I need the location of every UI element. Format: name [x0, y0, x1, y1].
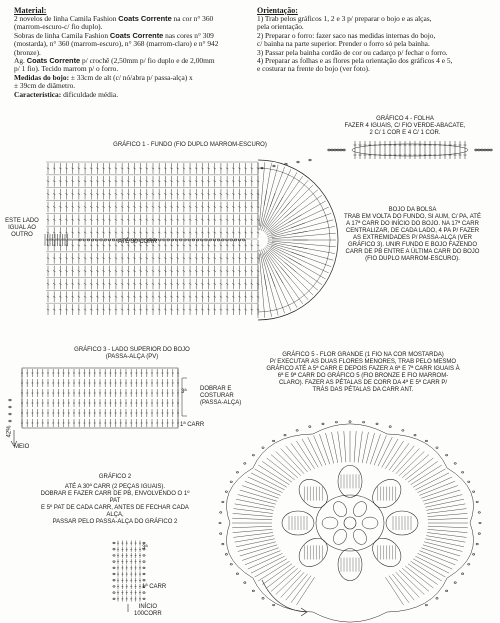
- g4-title: GRÁFICO 4 - FOLHA: [376, 116, 434, 122]
- g2-text-line: PASSAR PELO PASSA-ALÇA DO GRÁFICO 2: [52, 519, 178, 525]
- g2-title: GRÁFICO 2: [98, 474, 132, 480]
- materials-line7: p/ 1 fio). Tecido marrom p/ o forro.: [14, 64, 119, 74]
- g3a-start-label: MEIO: [14, 444, 30, 450]
- g3a-fold-line: DOBRAR E: [200, 386, 232, 392]
- measures-text2: ± 39cm de diâmetro.: [14, 81, 76, 91]
- g3a-side-label: 42%: [6, 425, 13, 438]
- guide-step-line: 2) Preparar o forro: fazer saco nas medidas internas do bojo,: [257, 30, 436, 40]
- brand-name: Coats Corrente: [118, 14, 172, 23]
- materials-line1-post: na cor n° 360: [173, 14, 214, 23]
- g2-text-line: E 5º PAT DE CADA CARR, ANTES DE FECHAR CADA ALÇA,: [41, 505, 189, 518]
- g5-text-line: P/ EXECUTAR AS DUAS FLORES MENORES, TRAB PELO MESMO: [269, 359, 457, 365]
- measures-text: ± 33cm de alt (c/ nó/abra p/ passa-alça) x: [70, 72, 193, 82]
- g3a-row-label: 1ª CARR: [180, 422, 205, 428]
- g2-start-label: INÍCIO: [138, 604, 158, 610]
- guide-heading: Orientação:: [257, 6, 298, 15]
- materials-line4: (mostarda), n° 360 (marrom-escuro), n° 368 (marrom-claro) e n° 942: [14, 39, 219, 49]
- g5-title: GRÁFICO 5 - FLOR GRANDE (1 FIO NA COR MOSTARDA): [282, 352, 444, 358]
- g3a-fold-line: (PASSA-ALÇA): [200, 400, 242, 406]
- brand-name: Coats Corrente: [26, 56, 81, 66]
- g1-side-note: ESTE LADO IGUAL AO OUTRO: [5, 218, 39, 238]
- g3a-fold-line: COSTURAR: [200, 393, 234, 399]
- g1-title: GRÁFICO 1 - FUNDO (FIO DUPLO MARROM-ESCURO): [113, 142, 267, 148]
- guide-step-line: 4) Preparar as folhas e as flores pela orientação dos gráficos 4 e 5,: [257, 56, 453, 66]
- guide-step-line: e costurar na frente do bojo (ver foto).: [257, 64, 370, 74]
- measures-label: Medidas do bojo:: [14, 72, 70, 82]
- g2-text-line: ATÉ A 30ª CARR (2 PEÇAS IGUAIS).: [64, 484, 166, 490]
- g5-text-line: 6ª E 9ª CARR DO GRÁFICO 5 (FIO BRONZE E FIO MARROM-: [277, 373, 449, 379]
- g5-text-line: CLARO). FAZER AS PÉTALAS DE CORR DA 4ª E 5ª CARR P/: [278, 380, 448, 386]
- g3a-row-top: 3ª: [181, 389, 187, 395]
- materials-line6-pre: Ag.: [14, 56, 25, 66]
- materials-line2: (marrom-escuro-c/ fio duplo).: [14, 22, 103, 32]
- g1-mouth-line: (FIO DUPLO MARROM-ESCURO).: [365, 256, 460, 262]
- g3a-title: GRÁFICO 3 - LADO SUPERIOR DO BOJO: [74, 347, 190, 353]
- guide-step-line: 1) Trab pelos gráficos 1, 2 e 3 p/ preparar o bojo e as alças,: [257, 14, 432, 23]
- materials-line6-post: p/ crochê (2,50mm p/ fio duplo e de 2,00mm: [82, 56, 215, 66]
- g1-mouth-line: CENTRALIZAR, DE CADA LADO, 4 PA P/ FAZER: [345, 228, 480, 234]
- g1-mouth-heading: BOJO DA BOLSA: [388, 207, 437, 213]
- materials-line3-post: nas cores n° 309: [165, 30, 214, 40]
- g4-text-line: FAZER 4 IGUAIS, C/ FIO VERDE-ABACATE,: [344, 123, 466, 129]
- g1-mouth-line: TRAB EM VOLTA DO FUNDO, SI AUM, C/ PA, ATÉ: [344, 214, 481, 220]
- g5-text-line: TRÁS DAS PÉTALAS DA CARR ANT.: [312, 387, 414, 393]
- g1-center-note: ATÉ 30 CORR: [118, 239, 157, 245]
- materials-line3-pre: Sobras de linha Camila Fashion: [14, 30, 109, 40]
- g1-mouth-line: CARR DE PB ENTRE A ÚLTIMA CARR DO BOJO: [345, 249, 480, 255]
- characteristic-label: Característica:: [14, 89, 62, 99]
- guide-step-line: pela orientação.: [257, 22, 304, 32]
- g3a-subtitle: (PASSA-ALÇA (PV): [105, 354, 159, 360]
- g2-row1: 1ª CARR: [142, 584, 167, 590]
- g5-text-line: GRÁFICO ATÉ A 5ª CARR E DEPOIS FAZER A 6ª E 7ª CARR IGUAIS À: [266, 366, 460, 372]
- materials-heading: Material:: [14, 6, 47, 15]
- materials-line1-pre: 2 novelos de linha Camila Fashion: [14, 14, 117, 23]
- g1-mouth-line: GRÁFICO 3). UNIR FUNDO E BOJO FAZENDO: [347, 242, 477, 248]
- characteristic-text: dificuldade média.: [63, 89, 119, 99]
- brand-name: Coats Corrente: [109, 30, 164, 40]
- g2-row3: 3ª: [142, 545, 148, 551]
- g2-start-count: 100CORR: [134, 611, 162, 617]
- g1-mouth-line: A 17ª CARR DO INÍCIO DO BOJO. NA 17ª CARR: [346, 221, 479, 227]
- guide-step-line: 3) Passar pela bainha cordão de cor ou cadarço p/ fechar o forro.: [257, 47, 448, 57]
- g1-mouth-line: AS EXTREMIDADES P/ PASSA-ALÇA (VER: [353, 235, 472, 241]
- guide-step-line: c/ bainha na parte superior. Prender o forro só pela bainha.: [257, 39, 430, 49]
- g4-text-line: 2 C/ 1 COR E 4 C/ 1 COR.: [369, 130, 441, 136]
- g2-text-line: DOBRAR E FAZER CARR DE PB, ENVOLVENDO O 1º PAT: [40, 491, 190, 504]
- materials-line5: (bronze).: [14, 47, 41, 57]
